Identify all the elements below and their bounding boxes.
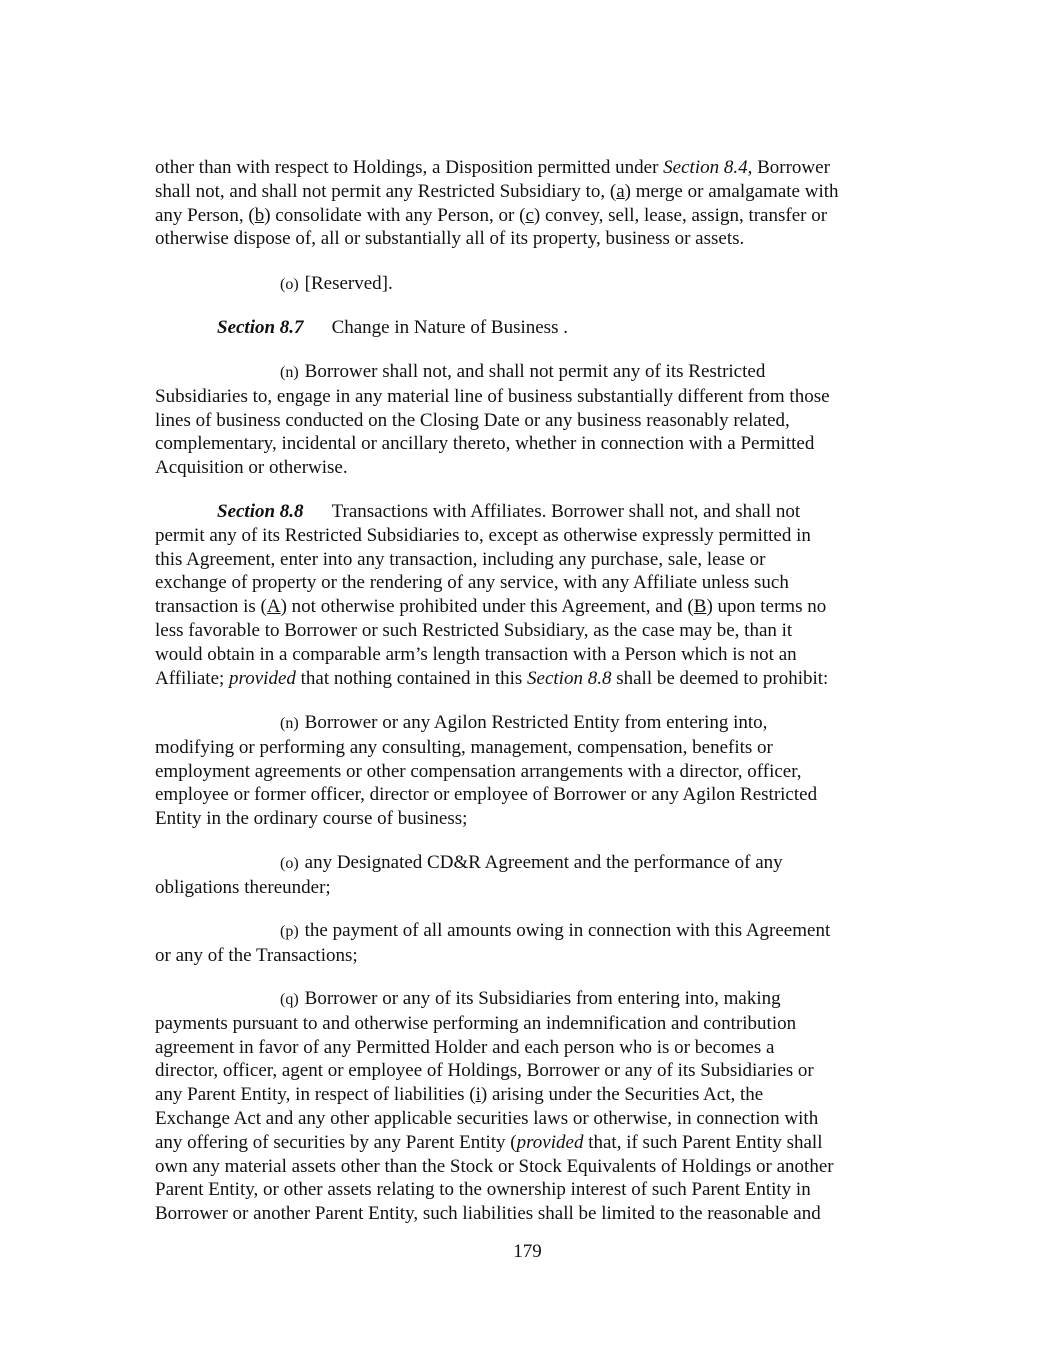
clause-marker: (n) [280, 364, 299, 381]
item-letter: c [525, 204, 534, 226]
paragraph-line: shall not, and shall not permit any Restricted Subsidiary to, (a) merge or amalgamate with [155, 180, 839, 202]
item-letter: A [266, 596, 281, 618]
section-title: Transactions with Affiliates. [331, 501, 547, 522]
paragraph-line [155, 316, 900, 340]
paragraph-line: own any material assets other than the Stock or Stock Equivalents of Holdings or another [155, 1155, 834, 1177]
paragraph-line: or any of the Transactions; [155, 944, 358, 966]
clause-8-8-q [155, 987, 900, 1226]
paragraph-line: obligations thereunder; [155, 876, 331, 898]
section-number: Section 8.8 [217, 501, 304, 522]
clause-8-8-o [155, 851, 900, 900]
page-number: 179 [513, 1241, 542, 1262]
paragraph-line: complementary, incidental or ancillary thereto, whether in connection with a Permitted [155, 433, 815, 455]
paragraph-line: would obtain in a comparable arm’s length transaction with a Person which is not an [155, 643, 797, 665]
paragraph-line: other than with respect to Holdings, a Disposition permitted under Section 8.4, Borrower [155, 157, 830, 178]
clause-marker: (o) [280, 276, 299, 293]
clause-8-7-n [155, 360, 900, 480]
paragraph-line: any Parent Entity, in respect of liabilities (i) arising under the Securities Act, the [155, 1084, 764, 1106]
clause-marker: (p) [280, 923, 299, 940]
item-letter: a [616, 180, 625, 202]
paragraph-line: employment agreements or other compensation arrangements with a director, officer, [155, 760, 802, 782]
paragraph-line: (p) the payment of all amounts owing in connection with this Agreement [280, 920, 831, 941]
paragraph-line: Affiliate; provided that nothing contained in this Section 8.8 shall be deemed to prohibit: [155, 667, 829, 689]
item-letter: b [254, 204, 265, 226]
clause-marker: (q) [280, 991, 299, 1008]
defined-term: provided [516, 1131, 584, 1153]
item-letter: i [475, 1084, 481, 1106]
clause-reserved [155, 272, 900, 297]
defined-term: provided [229, 667, 296, 689]
paragraph-line: (q) Borrower or any of its Subsidiaries from entering into, making [280, 988, 781, 1009]
paragraph-line: (o) [Reserved]. [280, 273, 393, 294]
paragraph-line: Parent Entity, or other assets relating to the ownership interest of such Parent Entity in [155, 1179, 811, 1201]
paragraph-line: any offering of securities by any Parent Entity (provided that, if such Parent Entity shall [155, 1131, 823, 1153]
paragraph-line: (n) Borrower or any Agilon Restricted Entity from entering into, [280, 712, 768, 733]
paragraph-line: exchange of property or the rendering of any service, with any Affiliate unless such [155, 572, 789, 594]
paragraph-line: (n) Borrower shall not, and shall not permit any of its Restricted [280, 361, 766, 382]
section-8-8-paragraph [155, 500, 900, 690]
section-number: Section 8.7 [217, 317, 304, 338]
paragraph-line: lines of business conducted on the Closing Date or any business reasonably related, [155, 409, 790, 431]
paragraph-line: modifying or performing any consulting, management, compensation, benefits or [155, 736, 773, 758]
paragraph-line: Borrower or another Parent Entity, such liabilities shall be limited to the reasonable and [155, 1203, 821, 1225]
item-letter: B [693, 596, 707, 618]
paragraph-line: less favorable to Borrower or such Restricted Subsidiary, as the case may be, than it [155, 619, 793, 641]
paragraph-line: (o) any Designated CD&R Agreement and the performance of any [280, 852, 783, 873]
paragraph-line: transaction is (A) not otherwise prohibited under this Agreement, and (B) upon terms no [155, 596, 827, 618]
paragraph-line: payments pursuant to and otherwise performing an indemnification and contribution [155, 1012, 797, 1034]
paragraph-line: Acquisition or otherwise. [155, 457, 348, 479]
paragraph-line: otherwise dispose of, all or substantially all of its property, business or assets. [155, 228, 745, 250]
paragraph-disposition [155, 156, 900, 251]
paragraph-line: permit any of its Restricted Subsidiaries to, except as otherwise expressly permitted in [155, 524, 811, 546]
clause-marker: (o) [280, 855, 299, 872]
section-heading-8-7 [155, 316, 900, 340]
paragraph-line: agreement in favor of any Permitted Holder and each person who is or becomes a [155, 1036, 775, 1058]
paragraph-line: director, officer, agent or employee of Holdings, Borrower or any of its Subsidiaries or [155, 1060, 814, 1082]
clause-8-8-p [155, 919, 900, 968]
clause-8-8-n [155, 711, 900, 831]
section-title: Change in Nature of Business . [331, 317, 568, 338]
paragraph-line: Exchange Act and any other applicable securities laws or otherwise, in connection with [155, 1107, 819, 1129]
paragraph-line: this Agreement, enter into any transaction, including any purchase, sale, lease or [155, 548, 766, 570]
section-reference: Section 8.8 [527, 667, 612, 689]
clause-marker: (n) [280, 715, 299, 732]
paragraph-line: Section 8.8 Transactions with Affiliates. Borrower shall not, and shall not [217, 501, 801, 522]
paragraph-line: employee or former officer, director or employee of Borrower or any Agilon Restricted [155, 784, 818, 806]
section-reference: Section 8.4 [663, 157, 748, 178]
paragraph-line: any Person, (b) consolidate with any Person, or (c) convey, sell, lease, assign, transfer or [155, 204, 828, 226]
paragraph-line: Entity in the ordinary course of business; [155, 808, 468, 830]
paragraph-line: Subsidiaries to, engage in any material line of business substantially different from those [155, 385, 830, 407]
